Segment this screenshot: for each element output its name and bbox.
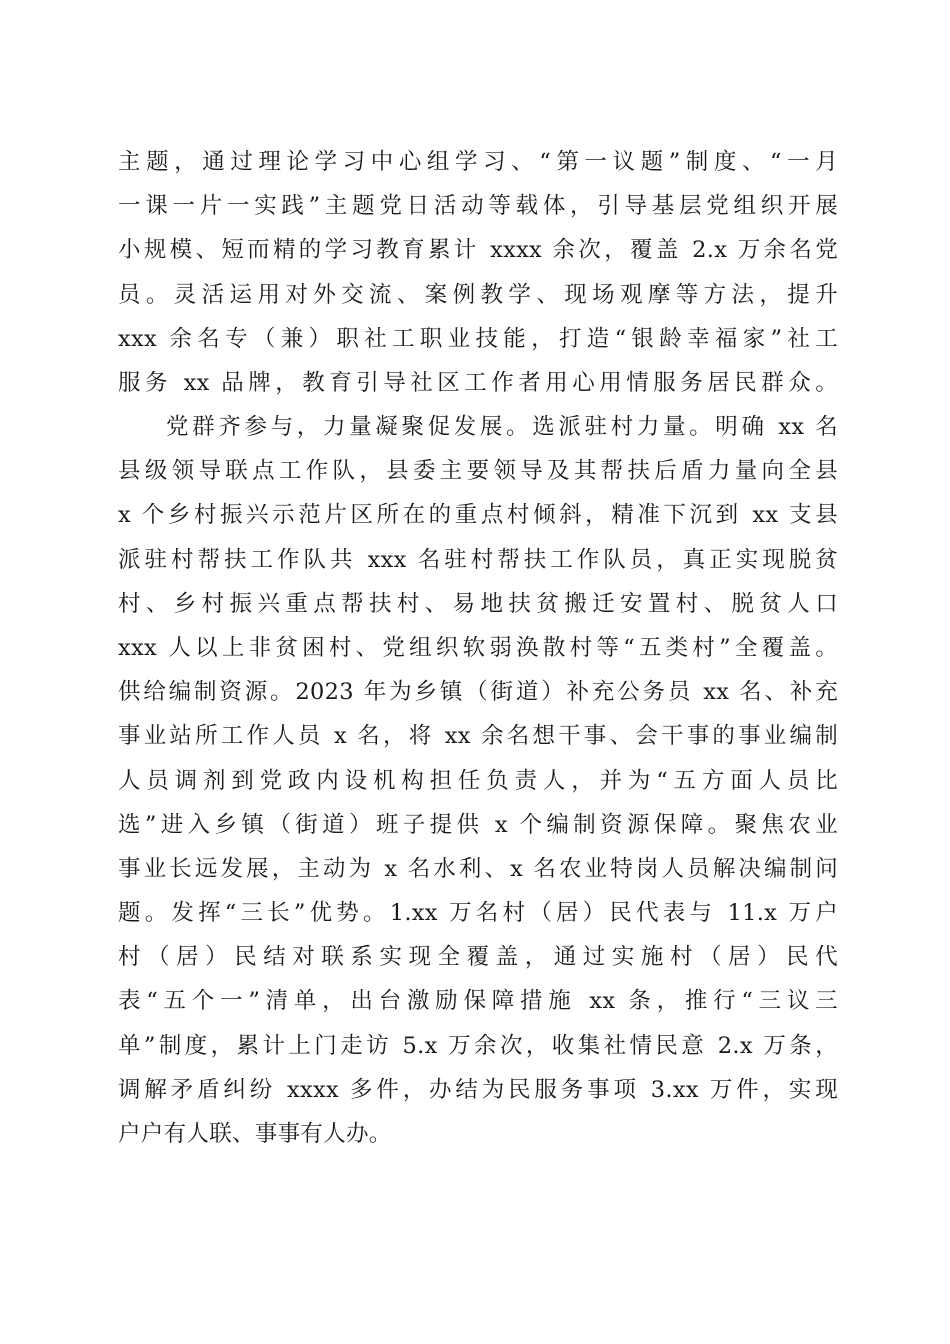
paragraph-line: 县级领导联点工作队，县委主要领导及其帮扶后盾力量向全县 [118, 458, 838, 485]
paragraph-line: 题。发挥“三长”优势。1.xx 万名村（居）民代表与 11.x 万户 [118, 900, 838, 927]
paragraph-line: 村（居）民结对联系实现全覆盖，通过实施村（居）民代 [118, 944, 838, 971]
paragraph-line: 供给编制资源。2023 年为乡镇（街道）补充公务员 xx 名、补充 [118, 679, 838, 706]
paragraph-line: 单”制度，累计上门走访 5.x 万余次，收集社情民意 2.x 万条， [118, 1032, 838, 1059]
paragraph-line: 一课一片一实践”主题党日活动等载体，引导基层党组织开展 [118, 193, 838, 220]
paragraph-line: 事业站所工作人员 x 名，将 xx 余名想干事、会干事的事业编制 [118, 723, 838, 750]
paragraph-2 [118, 405, 838, 1156]
paragraph-line: xxx 余名专（兼）职社工职业技能，打造“银龄幸福家”社工 [118, 325, 838, 352]
paragraph-last-line: 户户有人联、事事有人办。 [118, 1121, 392, 1147]
paragraph-line: 选”进入乡镇（街道）班子提供 x 个编制资源保障。聚焦农业 [118, 811, 838, 838]
paragraph-line: 村、乡村振兴重点帮扶村、易地扶贫搬迁安置村、脱贫人口 [118, 590, 838, 617]
paragraph-line: 服务 xx 品牌，教育引导社区工作者用心用情服务居民群众。 [118, 369, 838, 396]
paragraph-line: 主题，通过理论学习中心组学习、“第一议题”制度、“一月 [118, 149, 838, 175]
paragraph-line: 表“五个一”清单，出台激励保障措施 xx 条，推行“三议三 [118, 988, 838, 1015]
paragraph-1 [118, 140, 838, 405]
paragraph-line: 小规模、短而精的学习教育累计 xxxx 余次，覆盖 2.x 万余名党 [118, 237, 838, 264]
paragraph-line: 人员调剂到党政内设机构担任负责人，并为“五方面人员比 [118, 767, 838, 794]
paragraph-line: 调解矛盾纠纷 xxxx 多件，办结为民服务事项 3.xx 万件，实现 [118, 1076, 838, 1103]
paragraph-line: xxx 人以上非贫困村、党组织软弱涣散村等“五类村”全覆盖。 [118, 634, 838, 661]
paragraph-line: 派驻村帮扶工作队共 xxx 名驻村帮扶工作队员，真正实现脱贫 [118, 546, 838, 573]
paragraph-line: x 个乡村振兴示范片区所在的重点村倾斜，精准下沉到 xx 支县 [118, 502, 838, 529]
paragraph-line: 事业长远发展，主动为 x 名水利、x 名农业特岗人员解决编制问 [118, 855, 838, 882]
paragraph-first-line: 党群齐参与，力量凝聚促发展。选派驻村力量。明确 xx 名 [166, 414, 838, 440]
paragraph-line: 员。灵活运用对外交流、案例教学、现场观摩等方法，提升 [118, 281, 838, 308]
